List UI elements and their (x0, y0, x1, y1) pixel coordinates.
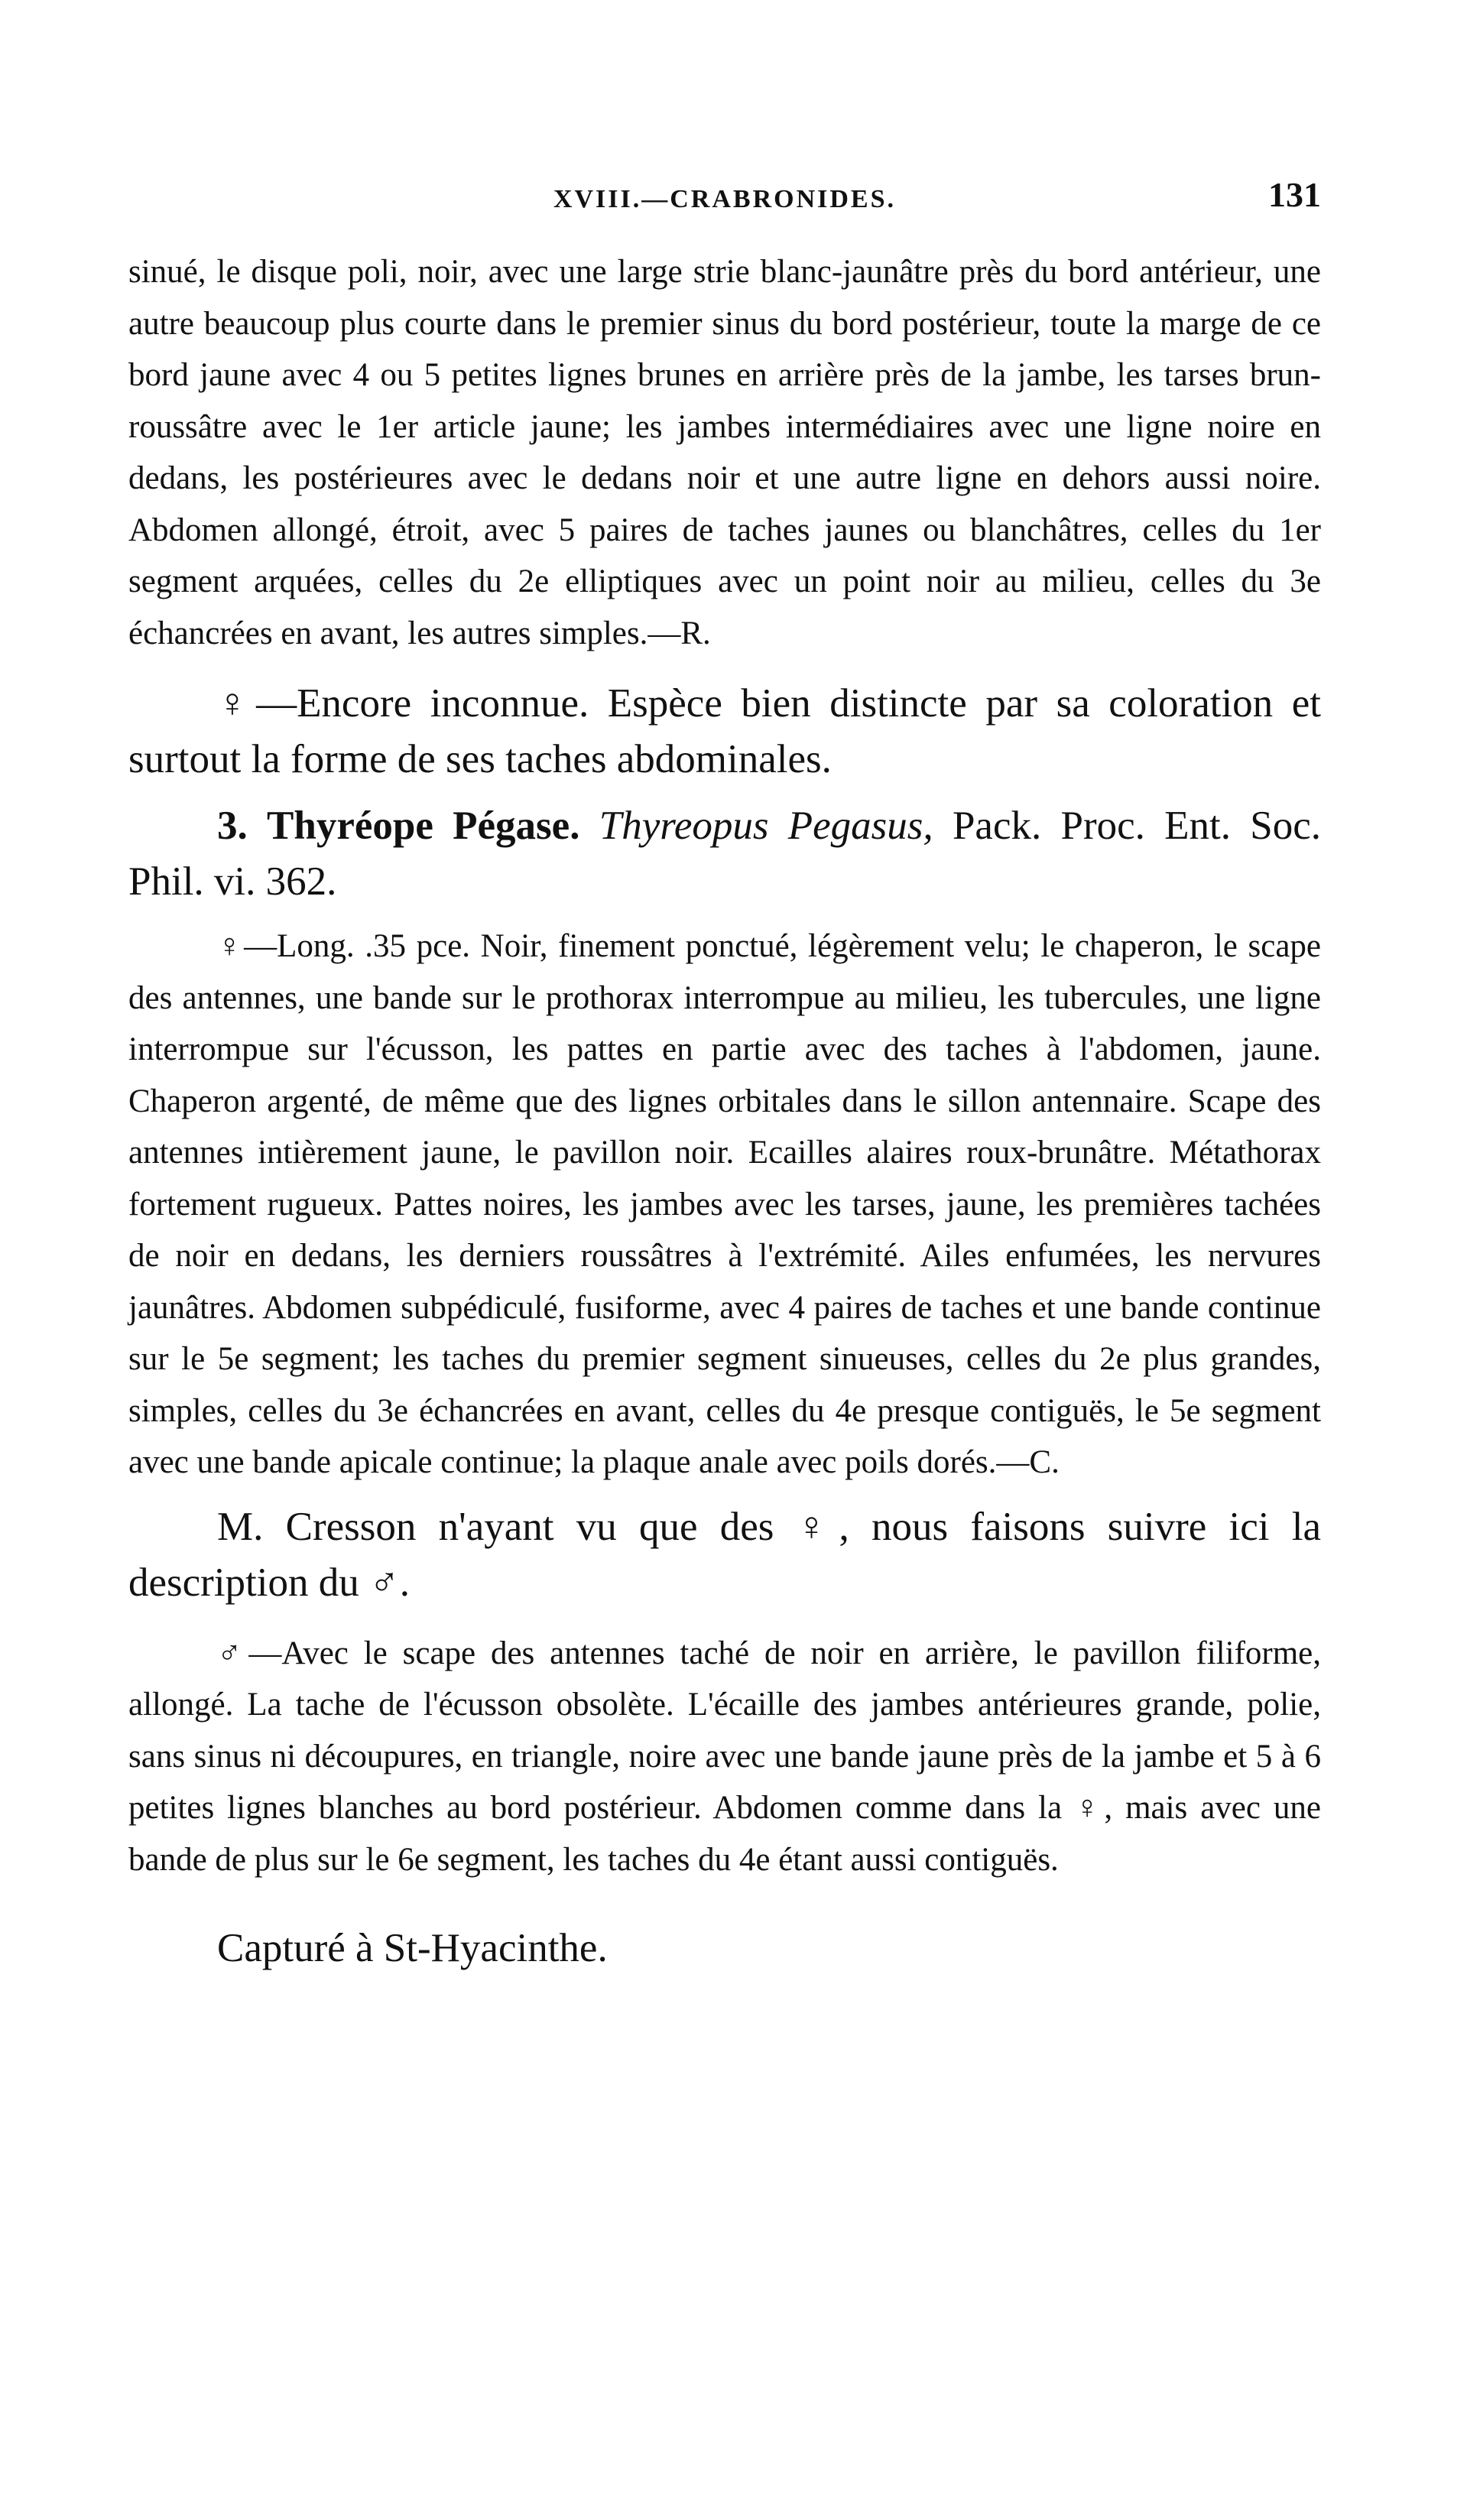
cresson-note: M. Cresson n'ayant vu que des ♀, nous faisons suivre ici la description du ♂. (128, 1504, 1321, 1605)
description-continuation: sinué, le disque poli, noir, avec une large strie blanc-jaunâtre près du bord antérieur, une autre beaucoup plus courte dans le premier sinus du bord postérieur, toute la marge de ce bord jaune avec 4 ou 5 petites lignes brunes en arrière près de la jambe, les tarses brun-roussâtre avec le 1er article jaune; les jambes intermédiaires avec une ligne noire en dedans, les postérieures avec le dedans noir et une autre ligne en dehors aussi noire. Abdomen allongé, étroit, avec 5 paires de taches jaunes ou blanchâtres, celles du 1er segment arquées, celles du 2e elliptiques avec un point noir au milieu, celles du 3e échancrées en avant, les autres simples.—R. (128, 254, 1321, 651)
male-description: ♂—Avec le scape des antennes taché de noir en arrière, le pavillon filiforme, allongé. La tache de l'écusson obsolète. L'écaille des jambes antérieures grande, polie, sans sinus ni découpures, en triangle, noire avec une bande jaune près de la jambe et 5 à 6 petites lignes blanches au bord postérieur. Abdomen comme dans la ♀, mais avec une bande de plus sur le 6e segment, les taches du 4e étant aussi contiguës. (128, 1635, 1321, 1878)
species-heading (128, 798, 1321, 910)
page-number: 131 (1268, 175, 1321, 214)
running-title: XVIII.—CRABRONIDES. (553, 185, 897, 213)
female-description: ♀—Long. .35 pce. Noir, finement ponctué, légèrement velu; le chaperon, le scape des antennes, une bande sur le prothorax interrompue au milieu, les tubercules, une ligne interrompue sur l'écusson, les pattes en partie avec des taches à l'abdomen, jaune. Chaperon argenté, de même que des lignes orbitales dans le sillon antennaire. Scape des antennes intièrement jaune, le pavillon noir. Ecailles alaires roux-brunâtre. Métathorax fortement rugueux. Pattes noires, les jambes avec les tarses, jaune, les premières tachées de noir en dedans, les derniers roussâtres à l'extrémité. Ailes enfumées, les nervures jaunâtres. Abdomen subpédiculé, fusiforme, avec 4 paires de taches et une bande continue sur le 5e segment; les taches du premier segment sinueuses, celles du 2e plus grandes, simples, celles du 3e échancrées en avant, celles du 4e presque contiguës, le 5e segment avec une bande apicale continue; la plaque anale avec poils dorés.—C. (128, 928, 1321, 1480)
species-reference: Pack. Proc. Ent. Soc. Phil. vi. 362. (128, 804, 1321, 904)
species-number: 3. (217, 804, 248, 848)
female-note: ♀—Encore inconnue. Espèce bien distincte par sa coloration et surtout la forme de ses taches abdominales. (128, 681, 1321, 781)
species-french-name: Thyréope Pégase. (267, 804, 580, 848)
species-latin-name: Thyreopus Pegasus, (599, 804, 933, 848)
capture-location: Capturé à St-Hyacinthe. (217, 1926, 608, 1970)
page-header (128, 174, 1321, 220)
page-body (128, 246, 1321, 1976)
